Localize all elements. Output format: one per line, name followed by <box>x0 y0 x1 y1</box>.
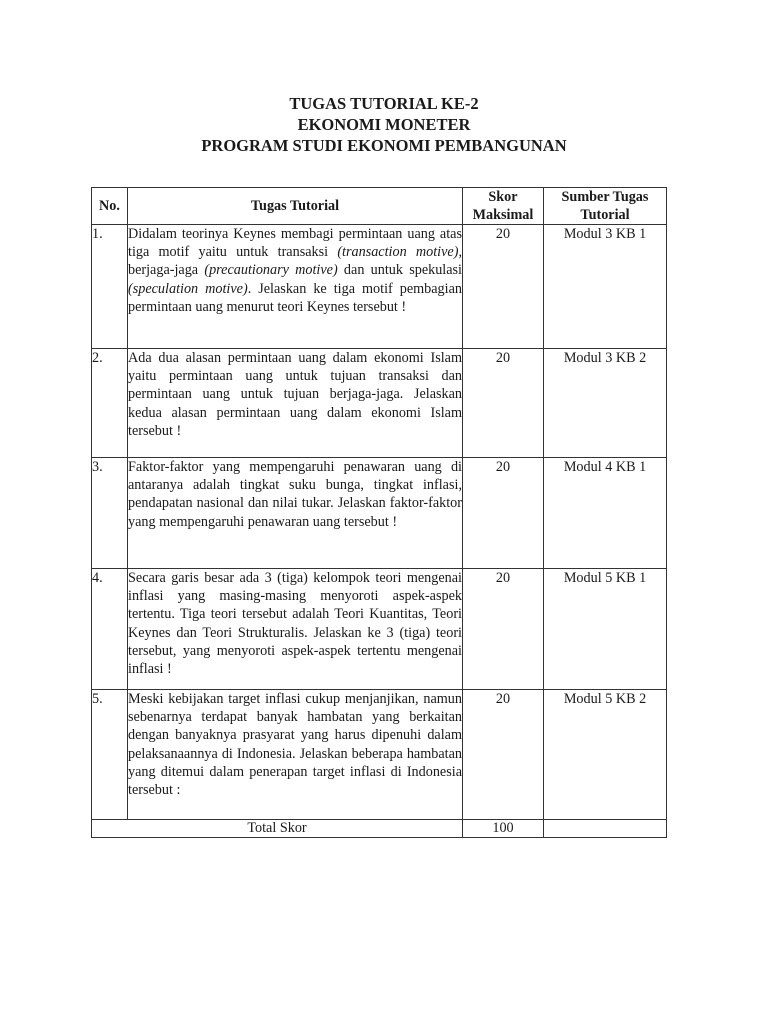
max-score: 20 <box>463 349 544 458</box>
heading-title: TUGAS TUTORIAL KE-2 <box>289 94 479 113</box>
task-text-part: dan untuk spekulasi <box>337 262 462 279</box>
task-text: Meski kebijakan target inflasi cukup menjanjikan, namun sebenarnya terdapat banyak hambatan yang berkaitan dengan banyaknya prasyarat yang harus dipenuhi dalam pelaksanaannya di Indonesia. Jelaskan beberapa hambatan yang ditemui dalam penerapan target inflasi di Indonesia tersebut : <box>128 690 463 820</box>
task-text: Ada dua alasan permintaan uang dalam ekonomi Islam yaitu permintaan uang untuk tujuan transaksi dan permintaan uang untuk tujuan berjaga-jaga. Jelaskan kedua alasan permintaan uang dalam ekonomi Islam tersebut ! <box>128 349 463 458</box>
row-number: 3. <box>92 458 128 569</box>
task-source: Modul 3 KB 2 <box>544 349 667 458</box>
max-score: 20 <box>463 458 544 569</box>
heading-course: EKONOMI MONETER <box>297 115 471 134</box>
tutorial-task-table <box>91 187 667 838</box>
task-text: Secara garis besar ada 3 (tiga) kelompok teori mengenai inflasi yang masing-masing menyoroti aspek-aspek tertentu. Tiga teori tersebut adalah Teori Kuantitas, Teori Keynes dan Teori Strukturalis. Jelaskan ke 3 (tiga) teori tersebut, yang menyoroti aspek-aspek tertentu mengenai inflasi ! <box>128 569 463 690</box>
task-source: Modul 5 KB 2 <box>544 690 667 820</box>
task-text-part: , berjaga-jaga <box>128 244 462 279</box>
total-row <box>92 820 667 838</box>
total-label: Total Skor <box>92 820 463 838</box>
task-source: Modul 5 KB 1 <box>544 569 667 690</box>
row-number: 1. <box>92 225 128 349</box>
total-score: 100 <box>463 820 544 838</box>
header-task: Tugas Tutorial <box>128 188 463 225</box>
task-text-term: (speculation motive) <box>128 280 248 297</box>
table-row <box>92 349 667 458</box>
row-number: 4. <box>92 569 128 690</box>
header-source-line2: Tutorial <box>580 207 630 223</box>
table-row <box>92 690 667 820</box>
table-row <box>92 225 667 349</box>
task-text-term: (transaction motive) <box>337 244 459 261</box>
max-score: 20 <box>463 569 544 690</box>
header-source-line1: Sumber Tugas <box>561 189 649 205</box>
max-score: 20 <box>463 690 544 820</box>
row-number: 5. <box>92 690 128 820</box>
task-source: Modul 3 KB 1 <box>544 225 667 349</box>
document-heading <box>0 93 768 156</box>
header-source <box>544 188 667 225</box>
header-no: No. <box>92 188 128 225</box>
heading-program: PROGRAM STUDI EKONOMI PEMBANGUNAN <box>201 136 567 155</box>
table-row <box>92 458 667 569</box>
task-text-part: Didalam teorinya Keynes membagi permintaan uang atas tiga motif yaitu untuk transaksi <box>128 226 462 261</box>
task-text <box>128 225 463 349</box>
task-source: Modul 4 KB 1 <box>544 458 667 569</box>
max-score: 20 <box>463 225 544 349</box>
task-text-term: (precautionary motive) <box>204 262 338 279</box>
table-header-row <box>92 188 667 225</box>
row-number: 2. <box>92 349 128 458</box>
table-row <box>92 569 667 690</box>
total-source <box>544 820 667 838</box>
header-score-line2: Maksimal <box>472 207 534 223</box>
header-score-line1: Skor <box>488 189 518 205</box>
task-text: Faktor-faktor yang mempengaruhi penawaran uang di antaranya adalah tingkat suku bunga, tingkat inflasi, pendapatan nasional dan nilai tukar. Jelaskan faktor-faktor yang mempengaruhi penawaran uang tersebut ! <box>128 458 463 569</box>
header-score <box>463 188 544 225</box>
task-text-part: . Jelaskan ke tiga motif pembagian permintaan uang menurut teori Keynes tersebut ! <box>128 280 462 315</box>
